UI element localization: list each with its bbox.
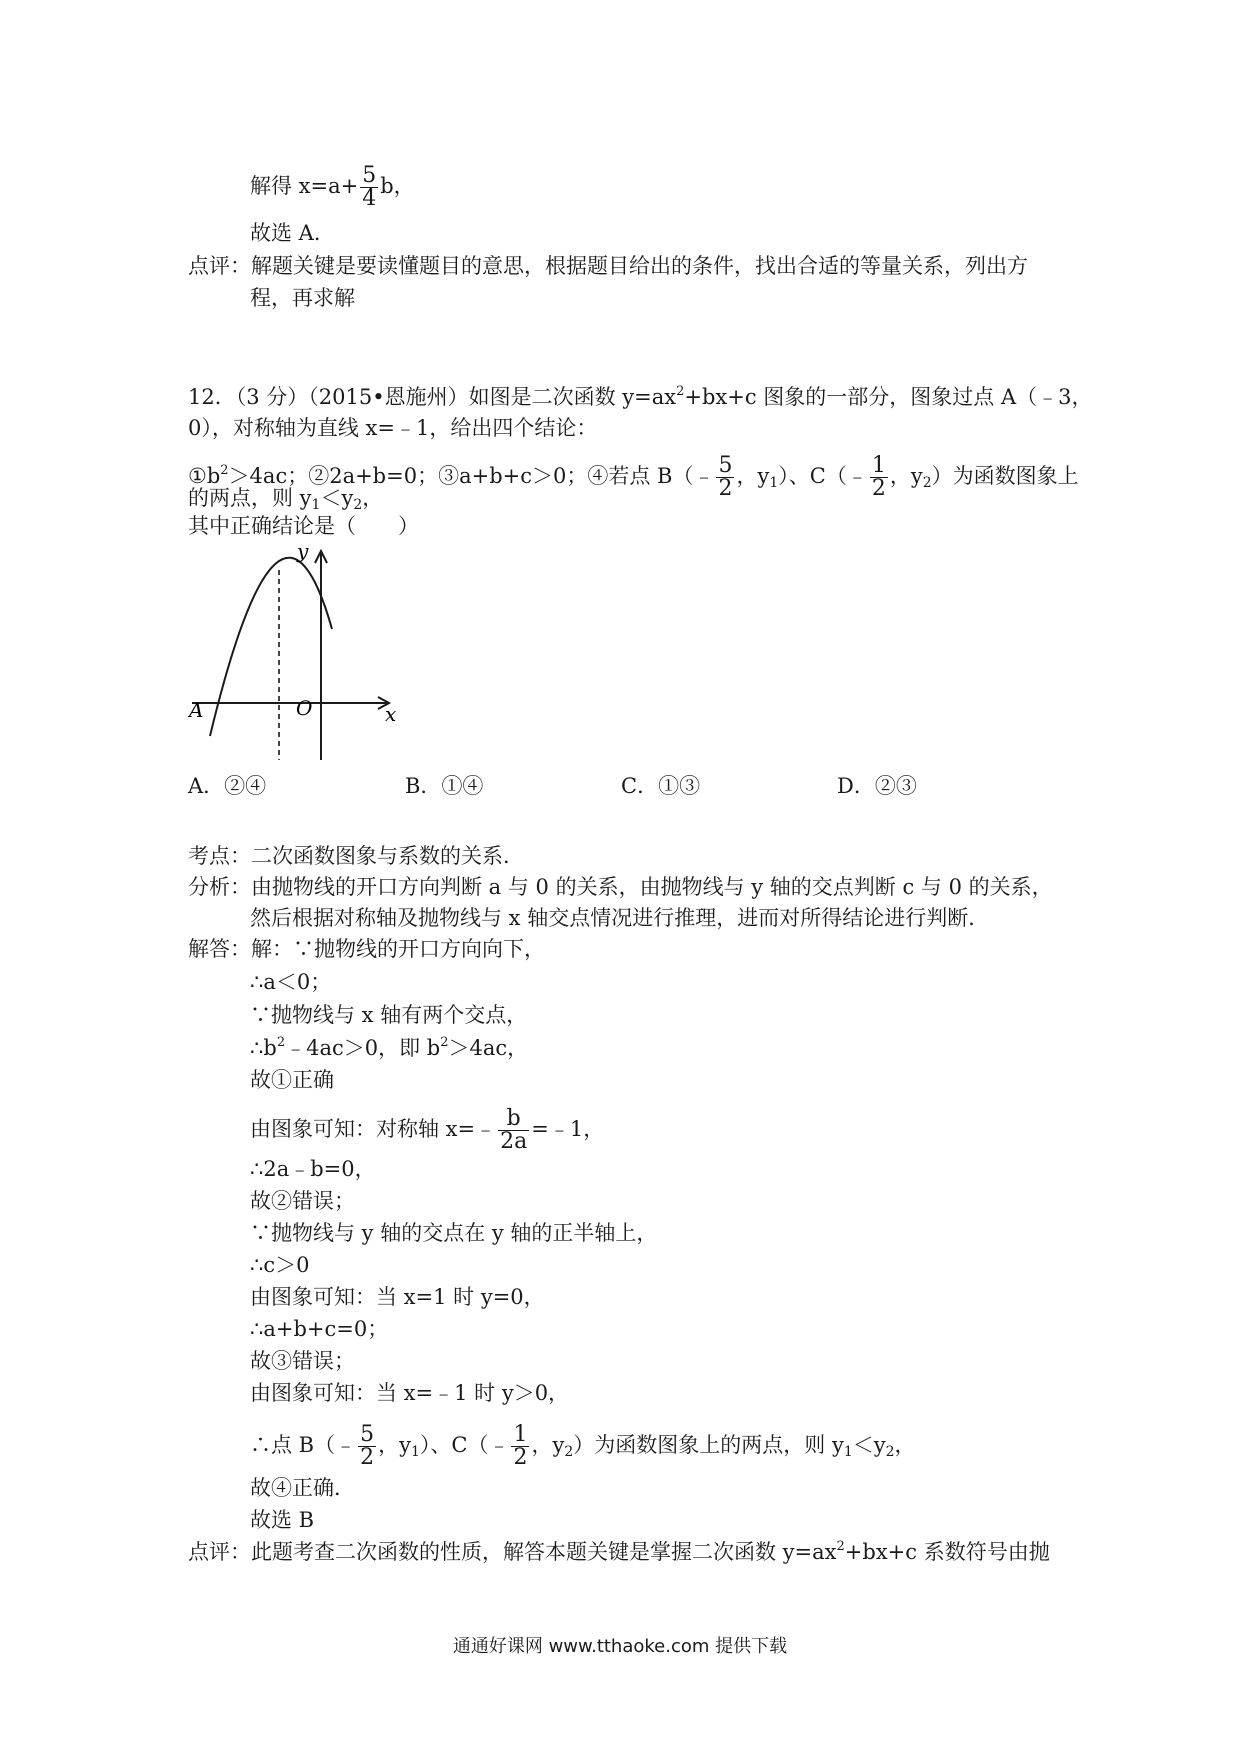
parabola-curve bbox=[210, 558, 332, 736]
sub: 2 bbox=[564, 1444, 574, 1460]
origin-label: O bbox=[296, 696, 313, 720]
step: ∵抛物线与 y 轴的交点在 y 轴的正半轴上， bbox=[250, 1221, 658, 1245]
option-value: ①④ bbox=[441, 774, 484, 798]
option-label: A． bbox=[188, 774, 225, 798]
text: 此题考查二次函数的性质，解答本题关键是掌握二次函数 y=ax bbox=[251, 1540, 837, 1564]
option-value: ①③ bbox=[658, 774, 701, 798]
step: 故④正确． bbox=[250, 1476, 355, 1500]
fraction: $\frac{1}{2}$ bbox=[513, 1422, 528, 1470]
text: ， bbox=[362, 486, 384, 510]
text: 由抛物线的开口方向判断 a 与 0 的关系，由抛物线与 y 轴的交点判断 c 与 0 的关系， bbox=[251, 875, 1053, 899]
text: ）为函数图象上 bbox=[931, 464, 1079, 488]
prev-solution-line bbox=[250, 165, 415, 210]
text: =﹣1， bbox=[531, 1117, 605, 1141]
option-value: ②③ bbox=[874, 774, 917, 798]
sup: 2 bbox=[220, 463, 229, 478]
x-axis-label: x bbox=[385, 702, 397, 726]
option-value: ②④ bbox=[224, 774, 267, 798]
fraction: $\frac{5}{2}$ bbox=[360, 1422, 375, 1470]
option-label: D． bbox=[837, 774, 875, 798]
fenxi-line1 bbox=[188, 873, 1053, 901]
text: ＞4ac， bbox=[448, 1036, 529, 1060]
question-line4 bbox=[188, 484, 383, 512]
option-b[interactable] bbox=[405, 772, 483, 800]
text: b， bbox=[380, 174, 415, 198]
step: 故②错误； bbox=[250, 1189, 355, 1213]
question-line1 bbox=[188, 383, 1093, 411]
sup: 2 bbox=[276, 1035, 286, 1050]
question-line5: 其中正确结论是（ ） bbox=[188, 514, 419, 538]
step: 故选 B bbox=[250, 1508, 315, 1532]
label: 点评： bbox=[188, 1540, 251, 1564]
text: ＜y bbox=[852, 1433, 886, 1457]
text: ）、C（﹣ bbox=[419, 1433, 510, 1457]
sub: 2 bbox=[922, 475, 932, 491]
step: ∴2a﹣b=0， bbox=[250, 1157, 376, 1181]
text: ＞4ac；②2a+b=0；③a+b+c＞0；④若点 B（﹣ bbox=[228, 464, 715, 488]
label: 考点： bbox=[188, 844, 251, 868]
text: +bx+c 系数符号由抛 bbox=[844, 1540, 1050, 1564]
text: ）为函数图象上的两点，则 y bbox=[573, 1433, 844, 1457]
step: 由图象可知：当 x=1 时 y=0， bbox=[250, 1285, 545, 1309]
sup: 2 bbox=[676, 384, 685, 399]
sup: 2 bbox=[836, 1539, 845, 1554]
sub: 1 bbox=[769, 475, 779, 491]
step bbox=[250, 1424, 916, 1469]
sub: 2 bbox=[885, 1444, 895, 1460]
step: ∴a+b+c=0； bbox=[250, 1317, 389, 1341]
sub: 1 bbox=[843, 1444, 853, 1460]
text: ∴b bbox=[250, 1036, 277, 1060]
point-a-label: A bbox=[189, 698, 204, 722]
step: 由图象可知：当 x=﹣1 时 y＞0， bbox=[250, 1381, 570, 1405]
text: 解：∵抛物线的开口方向向下， bbox=[251, 937, 545, 961]
fraction: $\frac{1}{2}$ bbox=[871, 453, 886, 501]
step: 故③错误； bbox=[250, 1349, 355, 1373]
text: 的两点，则 y bbox=[188, 486, 312, 510]
text: ， bbox=[894, 1433, 916, 1457]
option-c[interactable] bbox=[621, 772, 700, 800]
prev-dianping bbox=[188, 252, 1028, 280]
fraction: $\frac{5}{4}$ bbox=[362, 163, 377, 211]
text: 二次函数图象与系数的关系． bbox=[251, 844, 524, 868]
label: 解答： bbox=[188, 937, 251, 961]
text: ①b bbox=[188, 464, 221, 488]
text: 解得 x=a+ bbox=[250, 174, 359, 198]
step: 故①正确 bbox=[250, 1068, 334, 1092]
step: ∴c＞0 bbox=[250, 1253, 310, 1277]
jieda-line1 bbox=[188, 935, 545, 963]
label: 分析： bbox=[188, 875, 251, 899]
step bbox=[250, 1108, 604, 1153]
prev-dianping-line2: 程，再求解 bbox=[250, 286, 355, 310]
footer-credit: 通通好课网 www.tthaoke.com 提供下载 bbox=[452, 1636, 788, 1657]
option-d[interactable] bbox=[837, 772, 917, 800]
text: +bx+c 图象的一部分，图象过点 A（﹣3， bbox=[684, 385, 1093, 409]
dianping-line bbox=[188, 1538, 1050, 1566]
text: ，y bbox=[889, 464, 923, 488]
step bbox=[250, 1034, 528, 1062]
text: ，y bbox=[736, 464, 770, 488]
parabola-graph bbox=[188, 540, 408, 770]
fraction: $\frac{5}{2}$ bbox=[718, 453, 733, 501]
sup: 2 bbox=[440, 1035, 449, 1050]
sub: 1 bbox=[311, 497, 321, 513]
text: ﹣4ac＞0，即 b bbox=[285, 1036, 441, 1060]
text: 12．（3 分）（2015•恩施州）如图是二次函数 y=ax bbox=[188, 385, 677, 409]
y-axis-label: y bbox=[297, 540, 309, 563]
sub: 1 bbox=[410, 1444, 420, 1460]
fraction: $\frac{b}{2a}$ bbox=[500, 1106, 528, 1154]
text: 由图象可知：对称轴 x=﹣ bbox=[250, 1117, 497, 1141]
dianping-label: 点评： bbox=[188, 254, 251, 278]
dianping-text: 解题关键是要读懂题目的意思，根据题目给出的条件，找出合适的等量关系，列出方 bbox=[251, 254, 1028, 278]
option-label: C． bbox=[621, 774, 659, 798]
text: ，y bbox=[531, 1433, 565, 1457]
fenxi-line2: 然后根据对称轴及抛物线与 x 轴交点情况进行推理，进而对所得结论进行判断． bbox=[250, 906, 990, 930]
step: ∴a＜0； bbox=[250, 970, 332, 994]
text: ，y bbox=[378, 1433, 411, 1457]
step: ∵抛物线与 x 轴有两个交点， bbox=[250, 1003, 528, 1027]
option-a[interactable] bbox=[188, 772, 266, 800]
option-label: B． bbox=[405, 774, 442, 798]
text: ∴点 B（﹣ bbox=[250, 1433, 357, 1457]
text: ）、C（﹣ bbox=[778, 464, 868, 488]
question-line2: 0），对称轴为直线 x=﹣1，给出四个结论： bbox=[188, 416, 598, 440]
kaodian-line bbox=[188, 842, 524, 870]
prev-choose: 故选 A． bbox=[250, 221, 335, 245]
text: ＜y bbox=[320, 486, 354, 510]
sub: 2 bbox=[353, 497, 363, 513]
